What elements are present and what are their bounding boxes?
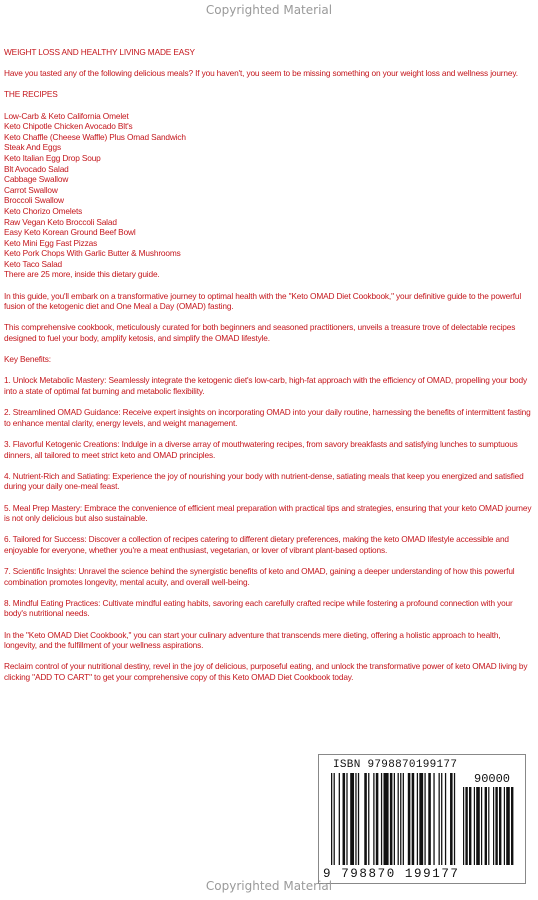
recipe-item: Keto Pork Chops With Garlic Butter & Mushrooms [4,248,181,259]
barcode-addon-bars [463,787,517,865]
barcode-bar [376,773,379,865]
barcode-bar [469,787,471,865]
recipe-item: Keto Chipotle Chicken Avocado Blt's [4,121,133,132]
call-to-action-paragraph: Reclaim control of your nutritional destiny, revel in the joy of delicious, purposeful eating, and unlock the transformative power of keto OMAD living by clicking "ADD TO CART" to get your comprehensive copy of this Keto OMAD Diet Cookbook today. [4,661,528,683]
recipe-item: Raw Vegan Keto Broccoli Salad [4,216,117,227]
barcode-bar [506,787,510,865]
barcode-bar [504,787,505,865]
barcode-bar [400,773,401,865]
barcode-bar [493,787,494,865]
barcode-bar [381,773,382,865]
barcode-bar [428,773,431,865]
back-cover-text [4,47,534,693]
barcode-bar [439,773,440,865]
recipe-item: Low-Carb & Keto California Omelet [4,110,129,121]
barcode-bar [463,787,464,865]
recipe-item: Keto Chaffle (Cheese Waffle) Plus Omad Sandwich [4,131,186,142]
recipe-item: Cabbage Swallow [4,174,69,185]
benefits-heading: Key Benefits: [4,354,51,365]
heading: WEIGHT LOSS AND HEALTHY LIVING MADE EASY [4,47,195,57]
recipe-item: Keto Mini Egg Fast Pizzas [4,237,98,248]
benefit-item: 1. Unlock Metabolic Mastery: Seamlessly integrate the ketogenic diet's low-carb, high-fat approach with the efficiency of OMAD, propelling your body into a state of optimal fat burning and metabolic flexibility. [4,375,527,396]
recipe-item: Keto Chorizo Omelets [4,205,83,216]
barcode-bar [343,773,346,865]
barcode-bar [499,787,501,865]
barcode-bar [441,773,442,865]
copyright-watermark-bottom: Copyrighted Material [205,879,333,893]
barcode-bar [485,787,487,865]
recipes-more-note: There are 25 more, inside this dietary guide. [4,269,160,280]
recipe-item: Keto Italian Egg Drop Soup [4,152,101,163]
benefit-item: 4. Nutrient-Rich and Satiating: Experience the joy of nourishing your body with nutrient-dense, satiating meals that keep you energized and satisfied during your daily one-meal feast. [4,470,524,492]
barcode-bar [350,773,354,865]
recipe-item: Blt Avocado Salad [4,163,69,174]
barcode-bar [454,773,455,865]
price-code-label: 90000 [474,772,511,786]
barcode-bar [488,787,489,865]
barcode-main-bars [331,773,457,865]
barcode-bar [394,773,395,865]
barcode-bar [358,773,359,865]
barcode-bar [465,787,467,865]
barcode-bar [390,773,393,865]
barcode-bar [373,773,374,865]
recipe-item: Easy Keto Korean Ground Beef Bowl [4,227,136,238]
recipe-item: Steak And Eggs [4,142,61,153]
barcode-bar [476,787,480,865]
isbn-barcode [318,754,526,884]
cookbook-description: This comprehensive cookbook, meticulously curated for both beginners and seasoned practitioners, unveils a treasure trove of delectable recipes designed to fuel your body, amplify ketosis, and simplify the OMAD lifestyle. [4,322,516,344]
barcode-bar [398,773,399,865]
barcode-bar [408,773,411,865]
benefit-item: 8. Mindful Eating Practices: Cultivate mindful eating habits, savoring each carefully crafted recipe while fostering a profound connection with your body's nutritional needs. [4,597,513,619]
barcode-bar [495,787,497,865]
recipes-heading: THE RECIPES [4,89,58,100]
benefit-item: 7. Scientific Insights: Unravel the science behind the synergistic benefits of keto and OMAD, gaining a deeper understanding of how this powerful combination promotes longevity, mental acuity, and overall well-being. [4,566,515,587]
isbn-digits: 9 798870 199177 [323,867,460,881]
closing-paragraph: In the "Keto OMAD Diet Cookbook," you can start your culinary adventure that transcends mere dieting, offering a holistic approach to health, longevity, and the fulfillment of your wellness aspirations. [4,629,501,651]
barcode-bar [445,773,446,865]
benefit-item: 2. Streamlined OMAD Guidance: Receive expert insights on incorporating OMAD into your daily routine, harnessing the benefits of intermittent fasting to enhance mental clarity, energy levels, and weight management. [4,407,531,428]
barcode-bar [346,773,347,865]
isbn-label: ISBN 9798870199177 [333,759,458,771]
barcode-bar [424,773,425,865]
barcode-bar [355,773,356,865]
barcode-bar [364,773,367,865]
barcode-bar [419,773,423,865]
benefit-item: 6. Tailored for Success: Discover a collection of recipes catering to different dietary preferences, making the keto OMAD lifestyle accessible and enjoyable for everyone, whether you're a meat enthusiast, vegetarian, or lover of vibrant plant-based options. [4,534,509,555]
recipe-item: Broccoli Swallow [4,195,64,206]
copyright-watermark-top: Copyrighted Material [205,3,333,17]
recipe-item: Keto Taco Salad [4,258,63,269]
barcode-bar [481,787,482,865]
barcode-bar [474,787,475,865]
barcode-bar [417,773,418,865]
benefit-item: 3. Flavorful Ketogenic Creations: Indulge in a diverse array of mouthwatering recipes, from savory breakfasts and satisfying lunches to sumptuous dinners, all tailored to meet strict keto and OMAD principles. [4,438,518,460]
barcode-bar [383,773,388,865]
barcode-bar [334,773,335,865]
guide-intro-paragraph: In this guide, you'll embark on a transformative journey to optimal health with the "Keto OMAD Diet Cookbook," your definitive guide to the powerful fusion of the ketogenic diet and One Meal a Day (OMAD) fasting. [4,290,522,312]
barcode-bar [450,773,453,865]
barcode-bar [403,773,404,865]
barcode-bar [339,773,340,865]
benefit-item: 5. Meal Prep Mastery: Embrace the convenience of efficient meal preparation with practical tips and strategies, ensuring that your keto OMAD journey is not only delicious but also sustainable. [4,502,532,524]
barcode-bar [433,773,434,865]
barcode-bar [331,773,332,865]
intro-paragraph: Have you tasted any of the following delicious meals? If you haven't, you seem to be missing something on your weight loss and wellness journey. [4,68,518,79]
barcode-bar [412,773,415,865]
barcode-bar [511,787,513,865]
recipe-list [4,111,534,281]
recipe-item: Carrot Swallow [4,184,58,195]
barcode-bar [368,773,369,865]
